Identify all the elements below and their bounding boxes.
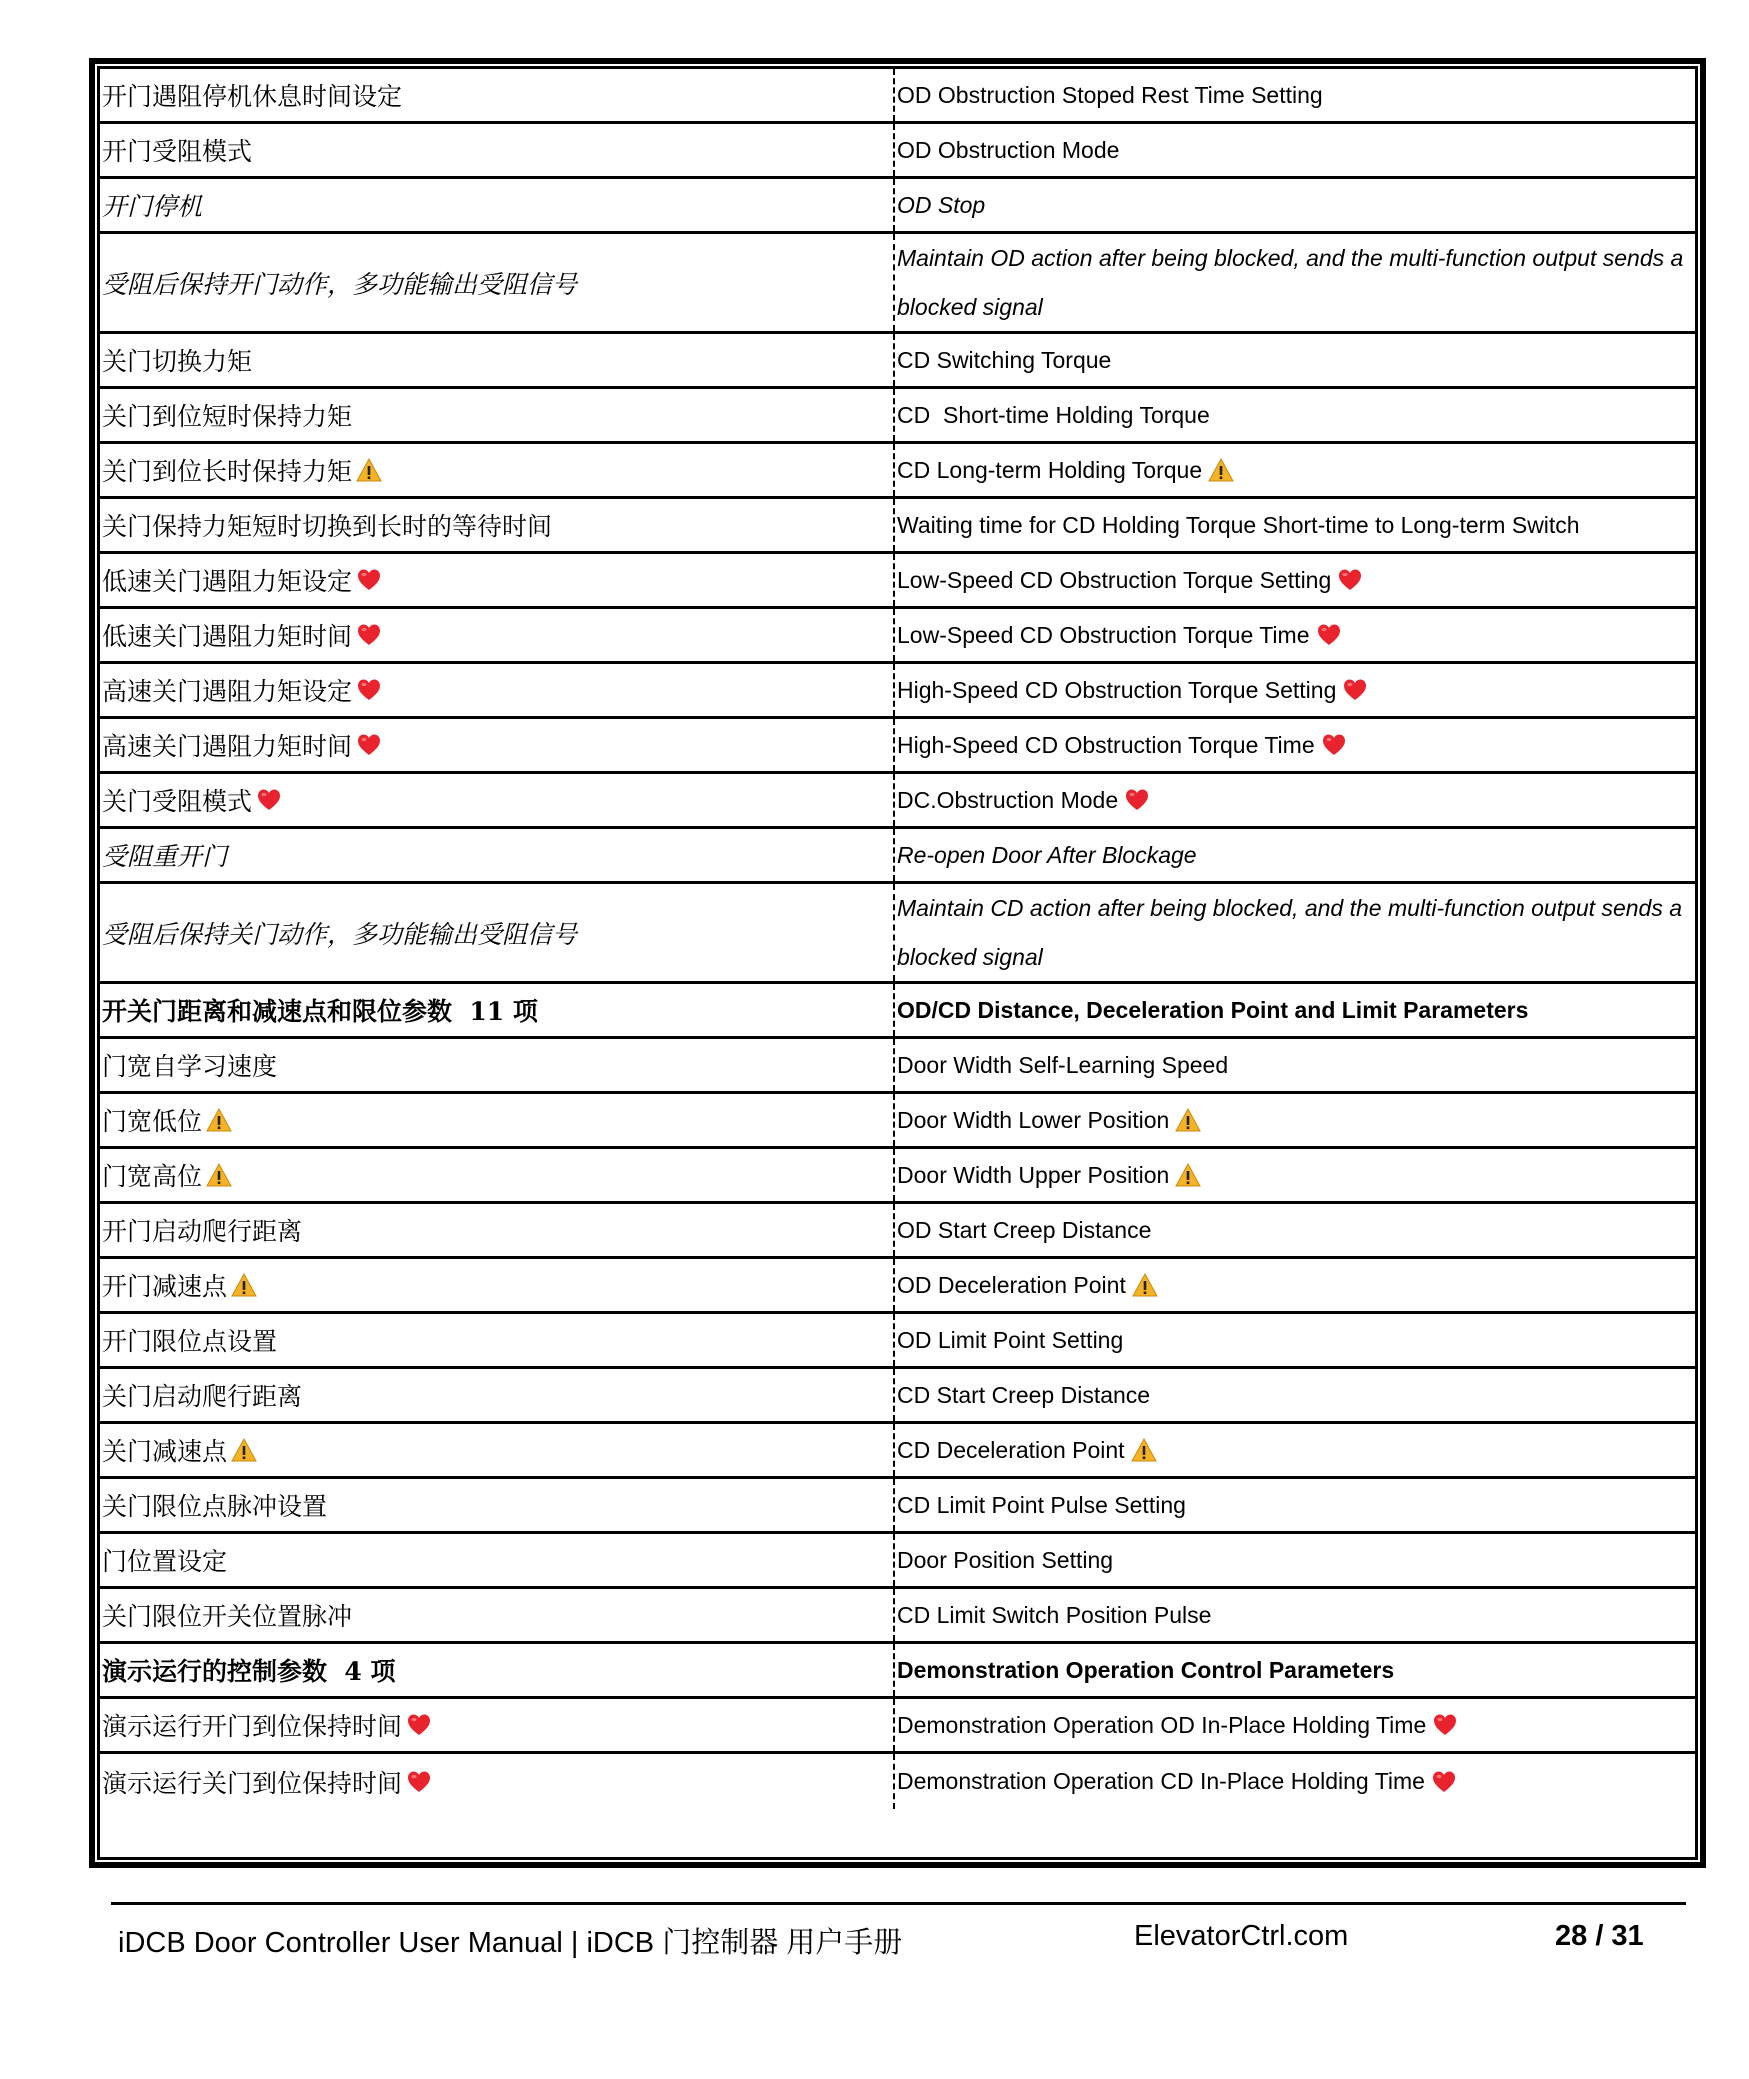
chinese-label: 关门限位点脉冲设置: [102, 1492, 328, 1521]
chinese-cell: [100, 1259, 895, 1311]
chinese-cell: [100, 1094, 895, 1146]
english-label: Waiting time for CD Holding Torque Short-time to Long-term Switch: [897, 511, 1580, 538]
english-label: OD Obstruction Mode: [897, 136, 1120, 163]
english-label: DC.Obstruction Mode: [897, 786, 1119, 813]
chinese-label: 受阻后保持关门动作，多功能输出受阻信号: [102, 919, 578, 949]
chinese-label: 受阻后保持开门动作，多功能输出受阻信号: [102, 269, 578, 299]
chinese-cell: [100, 1039, 895, 1091]
english-cell: [895, 1094, 1695, 1146]
english-label: Low-Speed CD Obstruction Torque Time: [897, 621, 1310, 648]
english-label: CD Start Creep Distance: [897, 1381, 1151, 1408]
english-cell: [895, 719, 1695, 771]
table-row: [100, 334, 1695, 389]
table-row: [100, 69, 1695, 124]
english-label: CD Deceleration Point: [897, 1436, 1125, 1463]
chinese-label: 高速关门遇阻力矩时间: [102, 732, 353, 761]
english-cell: [895, 664, 1695, 716]
chinese-cell: [100, 554, 895, 606]
chinese-label: 关门到位短时保持力矩: [102, 402, 353, 431]
table-row: [100, 664, 1695, 719]
table-row: [100, 179, 1695, 234]
chinese-label: 关门减速点: [102, 1437, 228, 1466]
chinese-label: 开门遇阻停机休息时间设定: [102, 82, 403, 111]
chinese-cell: [100, 829, 895, 881]
english-label: CD Long-term Holding Torque: [897, 456, 1203, 483]
chinese-cell: [100, 499, 895, 551]
chinese-cell: [100, 1589, 895, 1641]
english-label: Low-Speed CD Obstruction Torque Setting: [897, 566, 1332, 593]
chinese-label: 关门受阻模式: [102, 787, 253, 816]
chinese-cell: [100, 444, 895, 496]
chinese-label: 开门减速点: [102, 1272, 228, 1301]
chinese-cell: [100, 1699, 895, 1751]
english-cell: [895, 554, 1695, 606]
table-row: [100, 1534, 1695, 1589]
table-row: [100, 124, 1695, 179]
chinese-label: 高速关门遇阻力矩设定: [102, 677, 353, 706]
english-label: Demonstration Operation CD In-Place Holding Time: [897, 1768, 1425, 1794]
english-label: CD Switching Torque: [897, 346, 1112, 373]
footer-page-number: 28 / 31: [1555, 1920, 1644, 1952]
english-label: OD Obstruction Stoped Rest Time Setting: [897, 81, 1323, 108]
chinese-cell: [100, 1424, 895, 1476]
heart-icon: [1337, 567, 1363, 593]
english-cell: [895, 1369, 1695, 1421]
chinese-cell: [100, 609, 895, 661]
table-row: [100, 1204, 1695, 1259]
english-label: OD/CD Distance, Deceleration Point and Limit Parameters: [897, 996, 1529, 1023]
warning-icon: [206, 1107, 232, 1133]
heart-icon: [356, 622, 382, 648]
english-label: Door Width Upper Position: [897, 1161, 1170, 1188]
chinese-label: 门位置设定: [102, 1547, 228, 1576]
chinese-cell: [100, 234, 895, 331]
chinese-cell: [100, 1314, 895, 1366]
heart-icon: [1316, 622, 1342, 648]
warning-icon: [1175, 1107, 1201, 1133]
english-cell: [895, 1149, 1695, 1201]
chinese-cell: [100, 984, 895, 1036]
chinese-cell: [100, 1149, 895, 1201]
english-label: CD Limit Switch Position Pulse: [897, 1601, 1212, 1628]
english-label: Maintain OD action after being blocked, and the multi-function output sends a blocked signal: [897, 244, 1684, 320]
english-label: Maintain CD action after being blocked, and the multi-function output sends a blocked signal: [897, 894, 1683, 970]
chinese-label: 门宽低位: [102, 1107, 203, 1136]
chinese-label: 开门停机: [102, 192, 203, 221]
english-cell: [895, 1479, 1695, 1531]
chinese-cell: [100, 719, 895, 771]
heart-icon: [356, 732, 382, 758]
english-cell: [895, 1699, 1695, 1751]
chinese-cell: [100, 179, 895, 231]
english-label: Re-open Door After Blockage: [897, 841, 1197, 868]
chinese-cell: [100, 884, 895, 981]
warning-icon: [231, 1272, 257, 1298]
chinese-label: 受阻重开门: [102, 842, 228, 871]
chinese-label: 门宽自学习速度: [102, 1052, 278, 1081]
chinese-label: 开门限位点设置: [102, 1327, 278, 1356]
chinese-label: 关门切换力矩: [102, 347, 253, 376]
english-cell: [895, 499, 1695, 551]
english-cell: [895, 1204, 1695, 1256]
english-cell: [895, 829, 1695, 881]
warning-icon: [1132, 1272, 1158, 1298]
heart-icon: [1124, 787, 1150, 813]
chinese-label: 演示运行关门到位保持时间: [102, 1768, 403, 1798]
table-row: [100, 554, 1695, 609]
warning-icon: [1131, 1437, 1157, 1463]
heart-icon: [256, 787, 282, 813]
table-row: [100, 1424, 1695, 1479]
english-cell: [895, 1039, 1695, 1091]
heart-icon: [406, 1769, 432, 1795]
warning-icon: [1175, 1162, 1201, 1188]
english-cell: [895, 334, 1695, 386]
heart-icon: [1431, 1769, 1457, 1795]
english-cell: [895, 389, 1695, 441]
english-label: Door Position Setting: [897, 1546, 1114, 1573]
chinese-label: 关门启动爬行距离: [102, 1382, 303, 1411]
english-cell: [895, 1754, 1695, 1809]
table-row: [100, 389, 1695, 444]
table-row: [100, 234, 1695, 334]
heart-icon: [1321, 732, 1347, 758]
english-cell: [895, 179, 1695, 231]
warning-icon: [356, 457, 382, 483]
english-label: Door Width Lower Position: [897, 1106, 1170, 1133]
english-cell: [895, 124, 1695, 176]
table-row: [100, 1149, 1695, 1204]
chinese-cell: [100, 124, 895, 176]
table-row: [100, 1754, 1695, 1809]
english-cell: [895, 1424, 1695, 1476]
table-row: [100, 1589, 1695, 1644]
table-row: [100, 984, 1695, 1039]
english-label: High-Speed CD Obstruction Torque Time: [897, 731, 1315, 758]
table-row: [100, 774, 1695, 829]
table-row: [100, 1039, 1695, 1094]
chinese-cell: [100, 1534, 895, 1586]
english-cell: [895, 444, 1695, 496]
chinese-cell: [100, 1369, 895, 1421]
chinese-cell: [100, 1754, 895, 1809]
chinese-label: 门宽高位: [102, 1162, 203, 1191]
chinese-cell: [100, 1204, 895, 1256]
heart-icon: [1342, 677, 1368, 703]
english-label: OD Deceleration Point: [897, 1271, 1126, 1298]
warning-icon: [1208, 457, 1234, 483]
heart-icon: [356, 677, 382, 703]
parameter-table-frame: [89, 58, 1706, 1868]
chinese-label: 低速关门遇阻力矩设定: [102, 567, 353, 596]
english-label: OD Start Creep Distance: [897, 1216, 1152, 1243]
english-label: Door Width Self-Learning Speed: [897, 1051, 1229, 1078]
english-label: High-Speed CD Obstruction Torque Setting: [897, 676, 1337, 703]
table-row: [100, 719, 1695, 774]
english-cell: [895, 1259, 1695, 1311]
english-cell: [895, 69, 1695, 121]
table-row: [100, 444, 1695, 499]
english-cell: [895, 1644, 1695, 1696]
english-cell: [895, 774, 1695, 826]
english-label: Demonstration Operation Control Parameters: [897, 1656, 1395, 1683]
english-cell: [895, 984, 1695, 1036]
chinese-label: 低速关门遇阻力矩时间: [102, 622, 353, 651]
chinese-cell: [100, 1479, 895, 1531]
heart-icon: [356, 567, 382, 593]
footer-divider: [111, 1902, 1686, 1905]
warning-icon: [231, 1437, 257, 1463]
chinese-label: 演示运行开门到位保持时间: [102, 1712, 403, 1741]
chinese-cell: [100, 389, 895, 441]
heart-icon: [406, 1712, 432, 1738]
chinese-label: 开门受阻模式: [102, 137, 253, 166]
english-cell: [895, 609, 1695, 661]
chinese-label: 关门保持力矩短时切换到长时的等待时间: [102, 512, 553, 541]
warning-icon: [206, 1162, 232, 1188]
parameter-table: [97, 66, 1698, 1860]
chinese-cell: [100, 664, 895, 716]
table-row: [100, 499, 1695, 554]
table-row: [100, 1369, 1695, 1424]
english-label: Demonstration Operation OD In-Place Holding Time: [897, 1711, 1427, 1738]
heart-icon: [1432, 1712, 1458, 1738]
english-label: OD Limit Point Setting: [897, 1326, 1124, 1353]
table-row: [100, 1644, 1695, 1699]
table-row: [100, 1314, 1695, 1369]
english-label: CD Limit Point Pulse Setting: [897, 1491, 1186, 1518]
chinese-label: 开关门距离和减速点和限位参数 11 项: [102, 997, 538, 1026]
table-row: [100, 1094, 1695, 1149]
english-cell: [895, 1534, 1695, 1586]
english-label: OD Stop: [897, 191, 986, 218]
table-row: [100, 609, 1695, 664]
chinese-label: 演示运行的控制参数 4 项: [102, 1657, 396, 1686]
table-row: [100, 829, 1695, 884]
table-row: [100, 1479, 1695, 1534]
chinese-cell: [100, 774, 895, 826]
english-cell: [895, 234, 1695, 331]
chinese-cell: [100, 69, 895, 121]
table-row: [100, 1699, 1695, 1754]
chinese-label: 开门启动爬行距离: [102, 1217, 303, 1246]
chinese-label: 关门到位长时保持力矩: [102, 457, 353, 486]
english-cell: [895, 1314, 1695, 1366]
table-row: [100, 1259, 1695, 1314]
chinese-cell: [100, 1644, 895, 1696]
footer-manual-title: iDCB Door Controller User Manual | iDCB 门控制器 用户手册: [118, 1927, 903, 1959]
english-cell: [895, 884, 1695, 981]
footer-website: ElevatorCtrl.com: [1134, 1920, 1349, 1952]
chinese-cell: [100, 334, 895, 386]
english-label: CD Short-time Holding Torque: [897, 401, 1210, 428]
english-cell: [895, 1589, 1695, 1641]
table-row: [100, 884, 1695, 984]
chinese-label: 关门限位开关位置脉冲: [102, 1602, 353, 1631]
